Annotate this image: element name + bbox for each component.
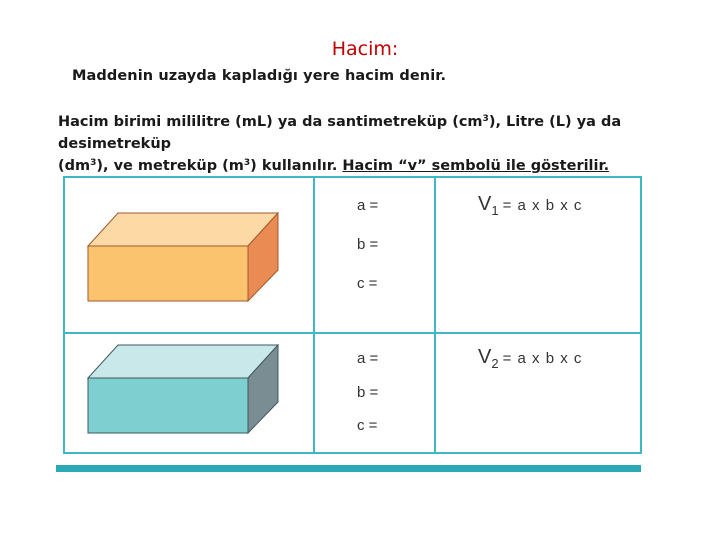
formula-subscript: 2: [491, 356, 500, 371]
paragraph-text: Hacim birimi mililitre (mL) ya da santimetreküp (cm: [58, 114, 483, 130]
formula-subscript: 1: [491, 203, 500, 218]
formula-expression: a x b x c: [517, 197, 583, 214]
page-title: Hacim:: [331, 38, 399, 60]
label-c: c =: [357, 275, 378, 292]
table-divider: [65, 332, 640, 334]
symbol-note: Hacim “v” sembolü ile gösterilir.: [342, 158, 610, 174]
label-a: a =: [357, 350, 379, 367]
label-b: b =: [357, 384, 379, 401]
orange-box-illustration: [80, 210, 280, 304]
definition-text: Maddenin uzayda kapladığı yere hacim denir.: [72, 68, 447, 84]
formula-equals: =: [502, 197, 513, 214]
paragraph-text: ), Litre (L) ya da desimetreküp: [58, 114, 622, 152]
paragraph-text: ), ve metreküp (m: [96, 158, 244, 174]
table-divider: [434, 178, 436, 452]
volume-formula-1: [478, 193, 582, 216]
bottom-accent-bar: [56, 465, 641, 472]
formula-symbol: V: [478, 193, 492, 215]
formula-expression: a x b x c: [517, 350, 583, 367]
box-front-face: [88, 378, 248, 433]
formula-equals: =: [502, 350, 513, 367]
box-top-face: [88, 345, 278, 378]
paragraph-text: ) kullanılır.: [250, 158, 343, 174]
box-front-face: [88, 246, 248, 301]
volume-formula-2: [478, 346, 582, 369]
superscript: 3: [90, 158, 97, 168]
formula-symbol: V: [478, 346, 492, 368]
box-top-face: [88, 213, 278, 246]
teal-box-illustration: [80, 342, 280, 436]
superscript: 3: [243, 158, 251, 168]
table-divider: [313, 178, 315, 452]
superscript: 3: [482, 114, 489, 124]
paragraph-text: (dm: [58, 158, 91, 174]
label-b: b =: [357, 236, 379, 253]
label-c: c =: [357, 417, 378, 434]
units-paragraph: [58, 111, 698, 177]
label-a: a =: [357, 197, 379, 214]
